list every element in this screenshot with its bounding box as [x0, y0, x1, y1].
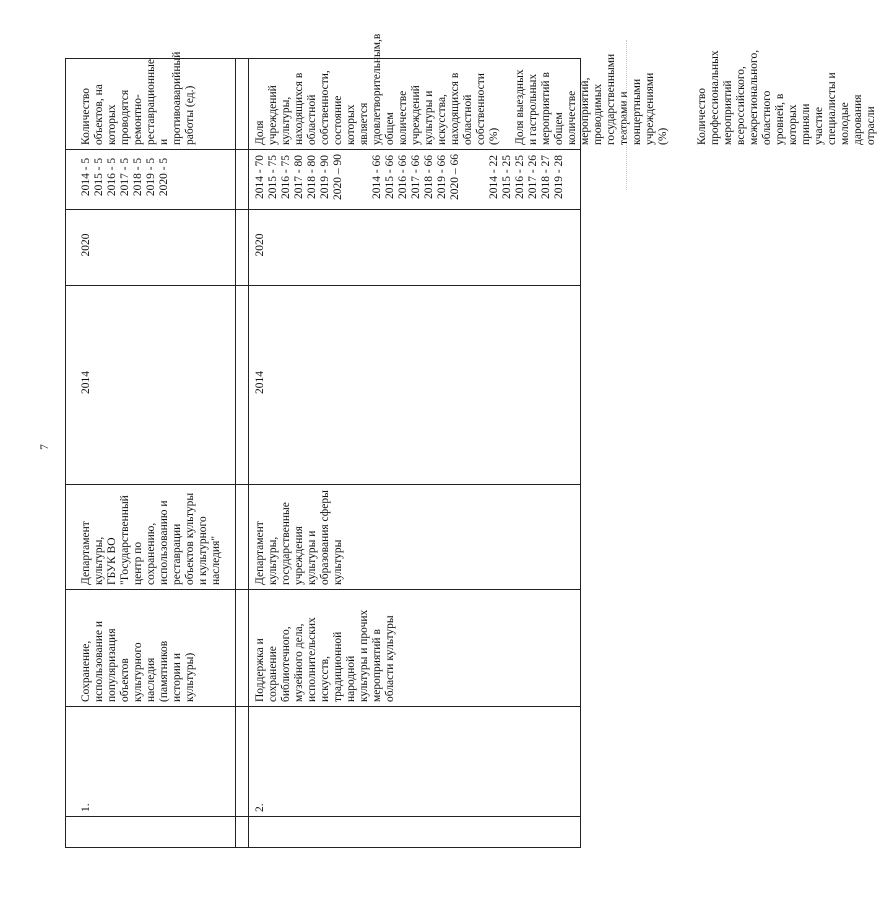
row2-number: 2. — [254, 803, 266, 812]
row2-values: 2014 - 70 2015 - 75 2016 - 75 2017 - 80 2018 - 80 2019 - 90 2020 – 90 2014 - 66 2015 - 66 2016 - 66 2017 - 66 2018 - 66 2019 - 66 2020 – 66 2014 - 22 2015 - 25 2016 - 25 2017 - 26 2018 - 27 2019 - 28 — [254, 154, 565, 200]
row2-indicators: Доля учреждений культуры, находящихся в областной собственности, состояние которых является удовлетворительным,в общем количестве учреждений культуры и искусства, находящихся в областной собственности (%) Доля выездных и гастрольных мероприятий в общем количестве мероприятий, проводимых государственными театрами и концертными учреждениями (%) Количество профессиональных мероприятий всероссийского, межрегионального, областного уровней, в которых приняли участие специалисты и молодые дарования отрасли — [254, 33, 877, 145]
row1-year-end: 2020 — [80, 233, 92, 257]
row1-executor: Департамент культуры, ГБУК ВО "Государственный центр по сохранению, использованию и реставрации объектов культуры и культурного наследия" — [80, 492, 222, 585]
program-table — [65, 33, 877, 848]
row2-activity-name: Поддержка и сохранение библиотечного, музейного дела, исполнительских искусств, традиционной народной культуры и прочих мероприятий в области культуры — [254, 609, 396, 702]
page-number: 7 — [39, 444, 51, 450]
row2-year-start: 2014 — [254, 371, 266, 394]
row1-indicator: Количество объектов, на которых проводятся ремонтно-реставрационные и противоаварийный работы (ед.) — [80, 51, 196, 145]
row1-year-start: 2014 — [80, 371, 92, 394]
row-divider — [235, 59, 236, 847]
row1-values: 2014 - 5 2015 - 5 2016 - 5 2017 - 5 2018 - 5 2019 - 5 2020 - 5 — [80, 157, 170, 197]
row-divider — [248, 59, 249, 847]
row1-activity-name: Сохранение, использование и популяризация объектов культурного наследия (памятников истории и культуры) — [80, 620, 196, 702]
column-divider — [66, 816, 580, 817]
row1-number: 1. — [80, 803, 92, 812]
scan-edge-mark — [626, 40, 629, 190]
row2-executor: Департамент культуры, государственные учреждения культуры и образования сферы культуры — [254, 490, 344, 585]
row2-year-end: 2020 — [254, 233, 266, 257]
